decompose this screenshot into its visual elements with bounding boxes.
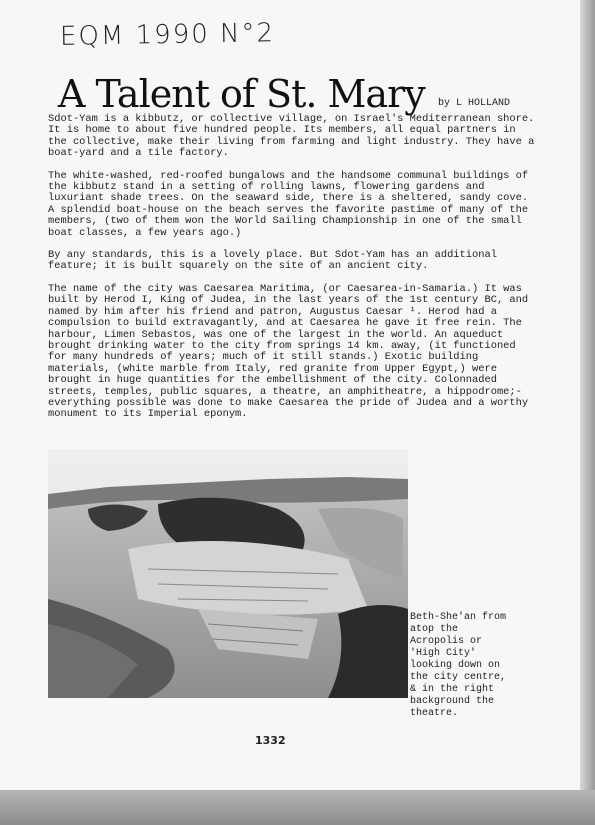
paragraph: By any standards, this is a lovely place. But Sdot-Yam has an additional feature; it is built squarely on the site of an ancient city. xyxy=(48,249,497,273)
article-title: A Talent of St. Mary xyxy=(58,72,425,116)
archaeological-site-photo xyxy=(48,449,408,698)
paragraph: The name of the city was Caesarea Maritima, (or Caesarea-in-Samaria.) It was built by Herod I, King of Judea, in the last years of the 1st century BC, and named by him after his friend and patron, Augustus Caesar ¹. Herod had a compulsion to build extravagantly, and at Caesarea he gave it free rein. The harbour, Limen Sebastos, was one of the largest in the world. An aqueduct brought drinking water to the city from springs 14 km. away, (it functioned for many hundreds of years; much of it still stands.) Exotic building materials, (white marble from Italy, red granite from Upper Egypt,) were brought in huge quantities for the embellishment of the city. Colonnaded streets, temples, public squares, a theatre, an amphitheatre, a hippodrome;- everything possible was done to make Caesarea the pride of Judea and a worthy monument to its Imperial eponym. xyxy=(48,282,529,421)
page-number: 1332 xyxy=(255,734,286,747)
handwritten-note: EQM 1990 N°2 xyxy=(59,18,276,52)
paragraph: Sdot-Yam is a kibbutz, or collective village, on Israel's Mediterranean shore. It is home to about five hundred people. Its members, all equal partners in the collective, make their living from farming and light industry. They have a boat-yard and a tile factory. xyxy=(48,113,535,160)
scan-background xyxy=(0,790,595,825)
article-body xyxy=(48,114,540,432)
photo-caption: Beth-She'an from atop the Acropolis or 'High City' looking down on the city centre, & in the right background the theatre. xyxy=(410,612,507,719)
page-edge xyxy=(580,0,595,790)
byline: by L HOLLAND xyxy=(438,98,511,109)
paragraph: The white-washed, red-roofed bungalows and the handsome communal buildings of the kibbutz stand in a setting of rolling lawns, flowering gardens and luxuriant shade trees. On the seaward side, there is a sheltered, sandy cove. A splendid boat-house on the beach serves the favorite pastime of many of the members, (two of them won the World Sailing Championship in one of the small boat classes, a few years ago.) xyxy=(48,169,529,239)
